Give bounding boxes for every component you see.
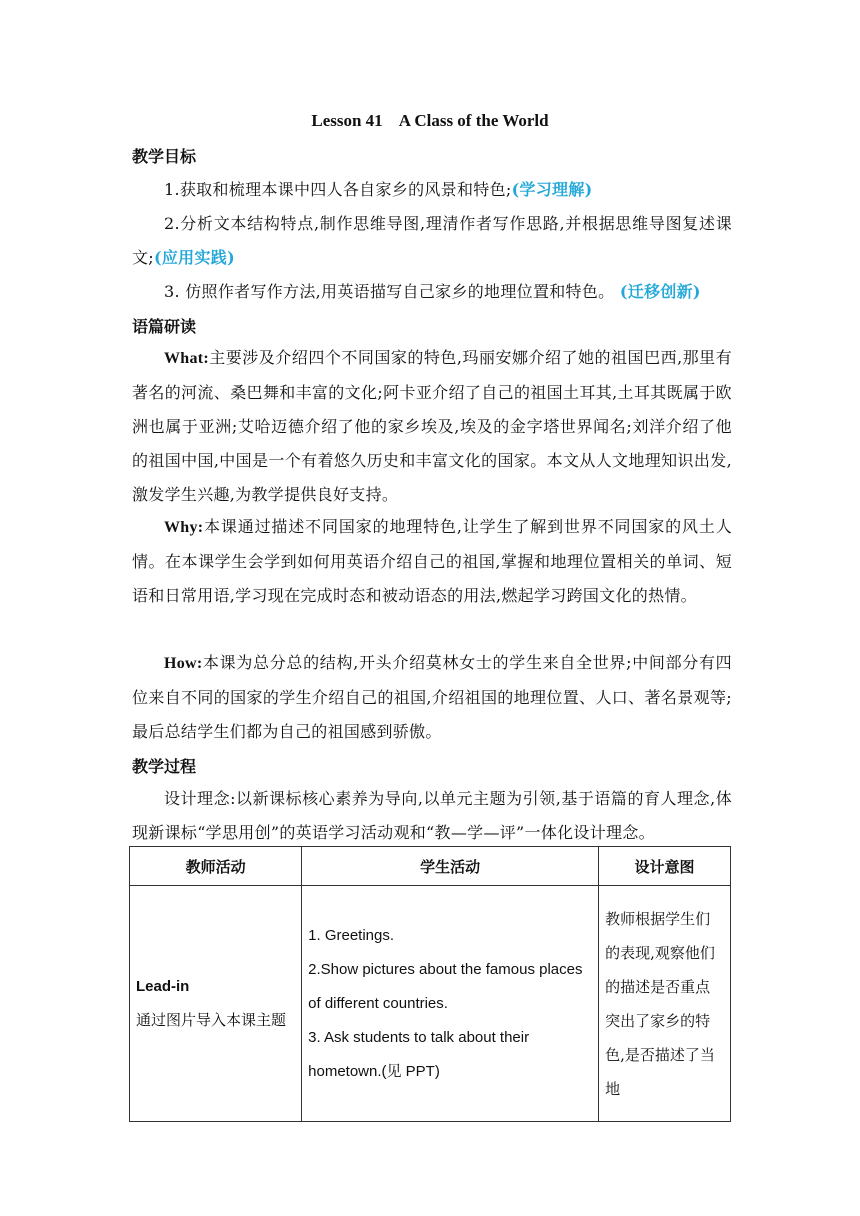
objective-2-text: 2.分析文本结构特点,制作思维导图,理清作者写作思路,并根据思维导图复述课文; <box>132 214 732 267</box>
design-intent-cell: 教师根据学生们的表现,观察他们的描述是否重点突出了家乡的特色,是否描述了当地 <box>599 886 731 1122</box>
header-design-intent: 设计意图 <box>599 847 731 886</box>
objectives-heading: 教学目标 <box>132 147 197 166</box>
header-teacher-activity: 教师活动 <box>130 847 302 886</box>
what-text: 主要涉及介绍四个不同国家的特色,玛丽安娜介绍了她的祖国巴西,那里有著名的河流、桑巴舞和丰富的文化;阿卡亚介绍了自己的祖国土耳其,土耳其既属于欧洲也属于亚洲;艾哈迈德介绍了他的家乡埃及,埃及的金字塔世界闻名;刘洋介绍了他的祖国中国,中国是一个有着悠久历史和丰富文化的国家。本文从人文地理知识出发,激发学生兴趣,为教学提供良好支持。 <box>132 348 732 504</box>
lead-in-title: Lead-in <box>136 977 190 995</box>
how-paragraph <box>132 646 732 749</box>
what-paragraph <box>132 341 732 512</box>
how-label: How: <box>164 655 203 672</box>
lesson-title: Lesson 41 A Class of the World <box>311 111 549 130</box>
table-header-row <box>130 847 731 886</box>
activity-table <box>129 846 731 1122</box>
why-text: 本课通过描述不同国家的地理特色,让学生了解到世界不同国家的风土人情。在本课学生会学到如何用英语介绍自己的祖国,掌握和地理位置相关的单词、短语和日常用语,学习现在完成时态和被动语态的用法,燃起学习跨国文化的热情。 <box>132 517 732 605</box>
lead-in-description: 通过图片导入本课主题 <box>136 1011 287 1029</box>
process-heading: 教学过程 <box>132 757 197 776</box>
student-activity-cell <box>302 886 599 1122</box>
objective-3-tag: (迁移创新) <box>619 282 701 301</box>
teacher-activity-cell <box>130 886 302 1122</box>
analysis-heading: 语篇研读 <box>132 317 197 336</box>
objective-1-text: 1.获取和梳理本课中四人各自家乡的风景和特色; <box>164 180 512 199</box>
header-student-activity: 学生活动 <box>302 847 599 886</box>
objective-2-tag: (应用实践) <box>154 248 235 267</box>
student-activity-line: 2.Show pictures about the famous places of different countries. <box>308 960 583 1012</box>
table-row <box>130 886 731 1122</box>
design-concept: 设计理念:以新课标核心素养为导向,以单元主题为引领,基于语篇的育人理念,体现新课标“学思用创”的英语学习活动观和“教—学—评”一体化设计理念。 <box>132 789 732 842</box>
student-activity-line: 3. Ask students to talk about their hometown.(见 PPT) <box>308 1028 530 1080</box>
what-label: What: <box>164 350 210 367</box>
why-label: Why: <box>164 519 204 536</box>
objective-3-text: 3. 仿照作者写作方法,用英语描写自己家乡的地理位置和特色。 <box>164 282 615 301</box>
how-text: 本课为总分总的结构,开头介绍莫林女士的学生来自全世界;中间部分有四位来自不同的国家的学生介绍自己的祖国,介绍祖国的地理位置、人口、著名景观等;最后总结学生们都为自己的祖国感到骄傲。 <box>132 653 732 741</box>
objective-1 <box>132 173 732 207</box>
objective-3 <box>132 275 732 309</box>
objective-2 <box>132 207 732 275</box>
why-paragraph <box>132 510 732 613</box>
student-activity-line: 1. Greetings. <box>308 926 395 944</box>
objective-1-tag: (学习理解) <box>511 180 593 199</box>
